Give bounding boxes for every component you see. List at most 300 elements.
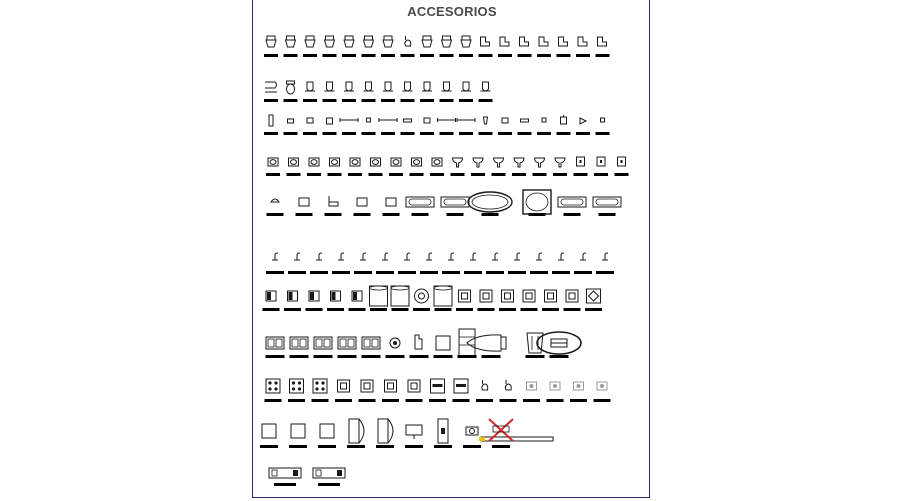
symbol-label-bar <box>420 99 434 102</box>
bidet-icon <box>505 380 511 390</box>
symbol-label-bar <box>327 308 344 311</box>
symbol-row-urinals-and-bidets <box>264 81 493 102</box>
basin-icon <box>391 158 401 166</box>
pedestal-basin-icon <box>453 158 463 167</box>
symbol-label-bar <box>599 213 616 216</box>
grab-bar-icon <box>269 115 273 126</box>
symbol-label-bar <box>594 399 611 402</box>
cabinet-icon <box>309 291 319 301</box>
symbol-label-bar <box>440 99 454 102</box>
symbol-label-bar <box>459 99 473 102</box>
toilet-side-icon <box>500 37 509 46</box>
symbol-row-kitchen-sinks <box>266 329 582 358</box>
toilet-top-icon <box>287 81 295 94</box>
symbol-label-bar <box>542 308 559 311</box>
symbol-label-bar <box>440 54 454 57</box>
sink-icon <box>314 337 332 349</box>
symbol-label-bar <box>401 99 415 102</box>
faucet-icon <box>514 253 520 260</box>
mixer-icon <box>415 335 422 349</box>
symbol-label-bar <box>362 99 376 102</box>
symbol-label-bar <box>381 54 395 57</box>
soap-dish-icon <box>424 118 430 123</box>
cabinet-icon <box>288 291 298 301</box>
urinal-icon <box>305 82 315 91</box>
symbol-label-bar <box>508 271 526 274</box>
sink-icon <box>290 337 308 349</box>
symbol-label-bar <box>550 355 569 358</box>
symbol-label-bar <box>585 308 602 311</box>
bidet-icon <box>482 380 488 390</box>
symbol-label-bar <box>287 173 301 176</box>
wall-toilet-icon <box>265 82 277 92</box>
symbol-label-bar <box>442 271 460 274</box>
oven-icon <box>338 380 350 392</box>
faucet-icon <box>316 253 322 260</box>
symbol-label-bar <box>557 132 571 135</box>
bathtub-icon <box>558 197 586 207</box>
symbol-row-fridges <box>260 419 553 448</box>
symbol-label-bar <box>392 308 409 311</box>
toilet-icon <box>383 36 393 47</box>
symbol-label-bar <box>335 399 352 402</box>
symbol-label-bar <box>570 399 587 402</box>
shelf-icon <box>521 119 529 122</box>
symbol-label-bar <box>500 399 517 402</box>
symbol-label-bar <box>260 445 278 448</box>
symbol-label-bar <box>349 308 366 311</box>
cooktop-icon <box>313 379 327 393</box>
urinal-icon <box>344 82 354 91</box>
basin-wall-icon <box>597 157 605 166</box>
cabinet-icon <box>266 291 276 301</box>
toilet-side-icon <box>481 37 490 46</box>
sheet-title: ACCESORIOS <box>407 4 497 19</box>
symbol-label-bar <box>307 173 321 176</box>
bidet-icon <box>405 36 411 46</box>
faucet-icon <box>426 253 432 260</box>
symbol-label-bar <box>406 399 423 402</box>
oven-icon <box>408 380 420 392</box>
oval-bathtub-icon <box>468 192 512 212</box>
symbol-label-bar <box>264 99 278 102</box>
faucet-icon <box>602 253 608 260</box>
cooktop-icon <box>266 379 280 393</box>
door-icon <box>378 419 393 443</box>
symbol-row-bathroom-fittings <box>264 115 610 135</box>
symbol-label-bar <box>284 132 298 135</box>
symbol-label-bar <box>342 99 356 102</box>
symbol-label-bar <box>347 445 365 448</box>
mirror-icon <box>580 118 586 124</box>
symbol-label-bar <box>537 54 551 57</box>
symbol-label-bar <box>398 271 416 274</box>
symbol-label-bar <box>498 54 512 57</box>
symbol-label-bar <box>574 271 592 274</box>
faucet-icon <box>470 253 476 260</box>
symbol-label-bar <box>435 308 452 311</box>
oven-icon <box>502 290 514 302</box>
symbol-label-bar <box>401 54 415 57</box>
paper-holder-icon <box>327 118 333 124</box>
camera-icon <box>466 427 478 435</box>
urinal-icon <box>383 82 393 91</box>
symbol-label-bar <box>376 271 394 274</box>
toilet-icon <box>266 36 276 47</box>
symbol-label-bar <box>284 308 301 311</box>
symbol-label-bar <box>499 308 516 311</box>
symbol-label-bar <box>303 99 317 102</box>
symbol-label-bar <box>530 271 548 274</box>
symbol-label-bar <box>274 483 296 486</box>
symbol-label-bar <box>318 445 336 448</box>
basin-icon <box>432 158 442 166</box>
toilet-side-icon <box>539 37 548 46</box>
symbol-label-bar <box>482 355 501 358</box>
symbol-label-bar <box>383 213 400 216</box>
faucet-icon <box>272 253 278 260</box>
fridge-icon <box>262 424 276 438</box>
basin-icon <box>330 158 340 166</box>
toilet-icon <box>286 36 296 47</box>
urinal-icon <box>325 82 335 91</box>
washer-icon <box>391 286 409 306</box>
symbol-label-bar <box>359 399 376 402</box>
symbol-label-bar <box>464 271 482 274</box>
symbol-label-bar <box>376 445 394 448</box>
door-icon <box>349 419 364 443</box>
symbol-label-bar <box>557 54 571 57</box>
urinal-icon <box>422 82 432 91</box>
dishwasher-icon <box>597 382 607 390</box>
symbol-label-bar <box>553 173 567 176</box>
symbol-label-bar <box>529 213 546 216</box>
symbol-label-bar <box>267 213 284 216</box>
symbol-label-bar <box>288 399 305 402</box>
faucet-icon <box>338 253 344 260</box>
sink-icon <box>266 337 284 349</box>
pedestal-basin-icon <box>535 158 545 167</box>
symbol-label-bar <box>354 271 372 274</box>
shower-tray-icon <box>386 198 396 206</box>
faucet-icon <box>558 253 564 260</box>
urinal-icon <box>403 82 413 91</box>
symbol-label-bar <box>547 399 564 402</box>
dryer-icon <box>415 289 429 303</box>
symbol-label-bar <box>430 173 444 176</box>
toilet-side-icon <box>520 37 529 46</box>
symbol-label-bar <box>596 132 610 135</box>
symbol-label-bar <box>370 308 387 311</box>
symbol-label-bar <box>325 213 342 216</box>
symbol-label-bar <box>323 54 337 57</box>
symbol-library <box>253 0 651 499</box>
basin-wall-icon <box>618 157 626 166</box>
urinal-icon <box>364 82 374 91</box>
fridge-icon <box>320 424 334 438</box>
symbol-label-bar <box>362 54 376 57</box>
symbol-label-bar <box>518 54 532 57</box>
symbol-label-bar <box>615 173 629 176</box>
symbol-label-bar <box>264 54 278 57</box>
faucet-icon <box>448 253 454 260</box>
symbol-row-kitchen-appliances <box>263 286 603 311</box>
pedestal-basin-icon <box>514 158 524 167</box>
oven-icon <box>385 380 397 392</box>
towel-bar-icon <box>457 118 475 122</box>
symbol-row-washbasins <box>266 157 629 176</box>
urinal-icon <box>481 82 491 91</box>
symbol-label-bar <box>420 54 434 57</box>
dishwasher-icon <box>574 382 584 390</box>
toilet-side-icon <box>578 37 587 46</box>
faucet-icon <box>492 253 498 260</box>
symbol-label-bar <box>479 54 493 57</box>
symbol-label-bar <box>533 173 547 176</box>
toilet-icon <box>422 36 432 47</box>
symbol-label-bar <box>476 399 493 402</box>
hob-icon <box>390 338 400 348</box>
symbol-label-bar <box>312 399 329 402</box>
hook-icon <box>367 118 371 122</box>
sink-icon <box>362 337 380 349</box>
oven-icon <box>459 290 471 302</box>
symbol-label-bar <box>288 271 306 274</box>
symbol-label-bar <box>523 399 540 402</box>
towel-bar-icon <box>379 118 397 122</box>
symbol-label-bar <box>303 54 317 57</box>
symbol-label-bar <box>434 355 453 358</box>
shelf-icon <box>404 119 412 122</box>
symbol-label-bar <box>596 271 614 274</box>
shower-tray-icon <box>357 198 367 206</box>
symbol-label-bar <box>362 355 381 358</box>
symbol-row-cooktops <box>265 379 611 402</box>
symbol-label-bar <box>440 132 454 135</box>
toilet-icon <box>344 36 354 47</box>
toilet-icon <box>461 36 471 47</box>
cabinet-icon <box>331 291 341 301</box>
shower-head-icon <box>271 199 279 202</box>
symbol-label-bar <box>314 355 333 358</box>
symbol-label-bar <box>576 132 590 135</box>
towel-bar-icon <box>438 118 456 122</box>
symbol-label-bar <box>526 355 545 358</box>
symbol-label-bar <box>478 308 495 311</box>
symbol-label-bar <box>576 54 590 57</box>
symbol-label-bar <box>369 173 383 176</box>
symbol-label-bar <box>552 271 570 274</box>
symbol-label-bar <box>362 132 376 135</box>
symbol-label-bar <box>296 213 313 216</box>
counter-icon <box>313 468 345 478</box>
no-smoking-icon <box>479 419 553 441</box>
symbol-label-bar <box>284 54 298 57</box>
symbol-label-bar <box>479 99 493 102</box>
coffee-machine-icon <box>438 419 448 443</box>
symbol-label-bar <box>486 271 504 274</box>
oven-icon <box>361 380 373 392</box>
symbol-row-counters <box>269 468 345 486</box>
symbol-label-bar <box>492 445 510 448</box>
symbol-label-bar <box>381 99 395 102</box>
symbol-label-bar <box>401 132 415 135</box>
toilet-icon <box>364 36 374 47</box>
urinal-icon <box>461 82 471 91</box>
dishwasher-icon <box>527 382 537 390</box>
fridge-icon <box>436 336 450 350</box>
faucet-icon <box>360 253 366 260</box>
symbol-label-bar <box>266 355 285 358</box>
basin-icon <box>268 158 278 166</box>
symbol-label-bar <box>342 54 356 57</box>
basin-icon <box>371 158 381 166</box>
toilet-icon <box>325 36 335 47</box>
symbol-label-bar <box>459 132 473 135</box>
toilet-icon <box>305 36 315 47</box>
cabinet-icon <box>352 291 362 301</box>
towel-ring-icon <box>288 119 294 123</box>
symbol-row-toilets-front-view <box>264 36 610 57</box>
symbol-label-bar <box>381 132 395 135</box>
symbol-label-bar <box>266 271 284 274</box>
symbol-label-bar <box>306 308 323 311</box>
symbol-label-bar <box>318 483 340 486</box>
symbol-label-bar <box>303 132 317 135</box>
symbol-label-bar <box>463 445 481 448</box>
cooktop-icon <box>290 379 304 393</box>
symbol-label-bar <box>323 99 337 102</box>
hook-icon <box>601 118 605 122</box>
symbol-label-bar <box>518 132 532 135</box>
urinal-icon <box>442 82 452 91</box>
symbol-label-bar <box>389 173 403 176</box>
symbol-label-bar <box>328 173 342 176</box>
toilet-side-icon <box>598 37 607 46</box>
symbol-label-bar <box>420 132 434 135</box>
dishwasher-icon <box>550 382 560 390</box>
symbol-label-bar <box>342 132 356 135</box>
hook-icon <box>542 118 546 122</box>
symbol-label-bar <box>289 445 307 448</box>
symbol-label-bar <box>284 99 298 102</box>
bathtub-icon <box>593 197 621 207</box>
symbol-label-bar <box>382 399 399 402</box>
sink-icon <box>338 337 356 349</box>
symbol-label-bar <box>564 213 581 216</box>
faucet-icon <box>382 253 388 260</box>
toilet-side-icon <box>559 37 568 46</box>
basin-icon <box>412 158 422 166</box>
oven-icon <box>566 290 578 302</box>
oval-sink-icon <box>537 332 581 354</box>
symbol-label-bar <box>410 173 424 176</box>
symbol-label-bar <box>354 213 371 216</box>
symbol-label-bar <box>420 271 438 274</box>
symbol-label-bar <box>492 173 506 176</box>
drawing-sheet <box>252 0 650 498</box>
symbol-label-bar <box>310 271 328 274</box>
symbol-label-bar <box>447 213 464 216</box>
basin-icon <box>350 158 360 166</box>
symbol-label-bar <box>574 173 588 176</box>
symbol-label-bar <box>482 213 499 216</box>
soap-dish-icon <box>307 118 313 123</box>
symbol-label-bar <box>290 355 309 358</box>
symbol-label-bar <box>458 355 477 358</box>
symbol-label-bar <box>266 173 280 176</box>
faucet-icon <box>536 253 542 260</box>
basin-icon <box>309 158 319 166</box>
basin-icon <box>289 158 299 166</box>
symbol-label-bar <box>512 173 526 176</box>
laptop-icon <box>406 425 422 439</box>
symbol-label-bar <box>429 399 446 402</box>
symbol-label-bar <box>338 355 357 358</box>
symbol-label-bar <box>459 54 473 57</box>
bathtub-icon <box>441 197 469 207</box>
symbol-label-bar <box>405 445 423 448</box>
symbol-label-bar <box>564 308 581 311</box>
symbol-label-bar <box>471 173 485 176</box>
symbol-label-bar <box>521 308 538 311</box>
bath-chair-icon <box>329 196 338 206</box>
symbol-label-bar <box>410 355 429 358</box>
fridge-icon <box>291 424 305 438</box>
cooker-icon <box>454 379 468 393</box>
symbol-label-bar <box>323 132 337 135</box>
symbol-label-bar <box>386 355 405 358</box>
washer-icon <box>434 286 452 306</box>
symbol-label-bar <box>498 132 512 135</box>
symbol-label-bar <box>537 132 551 135</box>
stove-icon <box>587 289 601 303</box>
bathtub-icon <box>406 197 434 207</box>
symbol-label-bar <box>332 271 350 274</box>
dispenser-icon <box>561 115 567 124</box>
symbol-label-bar <box>456 308 473 311</box>
pedestal-basin-icon <box>494 158 504 167</box>
symbol-label-bar <box>348 173 362 176</box>
tumbler-icon <box>484 117 488 124</box>
oven-icon <box>523 290 535 302</box>
symbol-label-bar <box>453 399 470 402</box>
symbol-label-bar <box>594 173 608 176</box>
symbol-label-bar <box>434 445 452 448</box>
towel-bar-icon <box>340 118 358 122</box>
symbol-label-bar <box>263 308 280 311</box>
symbol-label-bar <box>412 213 429 216</box>
corner-bathtub-icon <box>523 190 551 214</box>
soap-dish-icon <box>502 118 508 123</box>
faucet-icon <box>580 253 586 260</box>
basin-wall-icon <box>577 157 585 166</box>
counter-icon <box>269 468 301 478</box>
symbol-label-bar <box>479 132 493 135</box>
symbol-row-bathtubs <box>267 190 622 216</box>
faucet-icon <box>294 253 300 260</box>
symbol-label-bar <box>264 132 278 135</box>
faucet-icon <box>404 253 410 260</box>
shower-tray-icon <box>299 198 309 206</box>
symbol-label-bar <box>413 308 430 311</box>
pedestal-basin-icon <box>555 158 565 167</box>
symbol-label-bar <box>265 399 282 402</box>
symbol-label-bar <box>596 54 610 57</box>
oven-icon <box>480 290 492 302</box>
toilet-icon <box>442 36 452 47</box>
cooker-icon <box>431 379 445 393</box>
